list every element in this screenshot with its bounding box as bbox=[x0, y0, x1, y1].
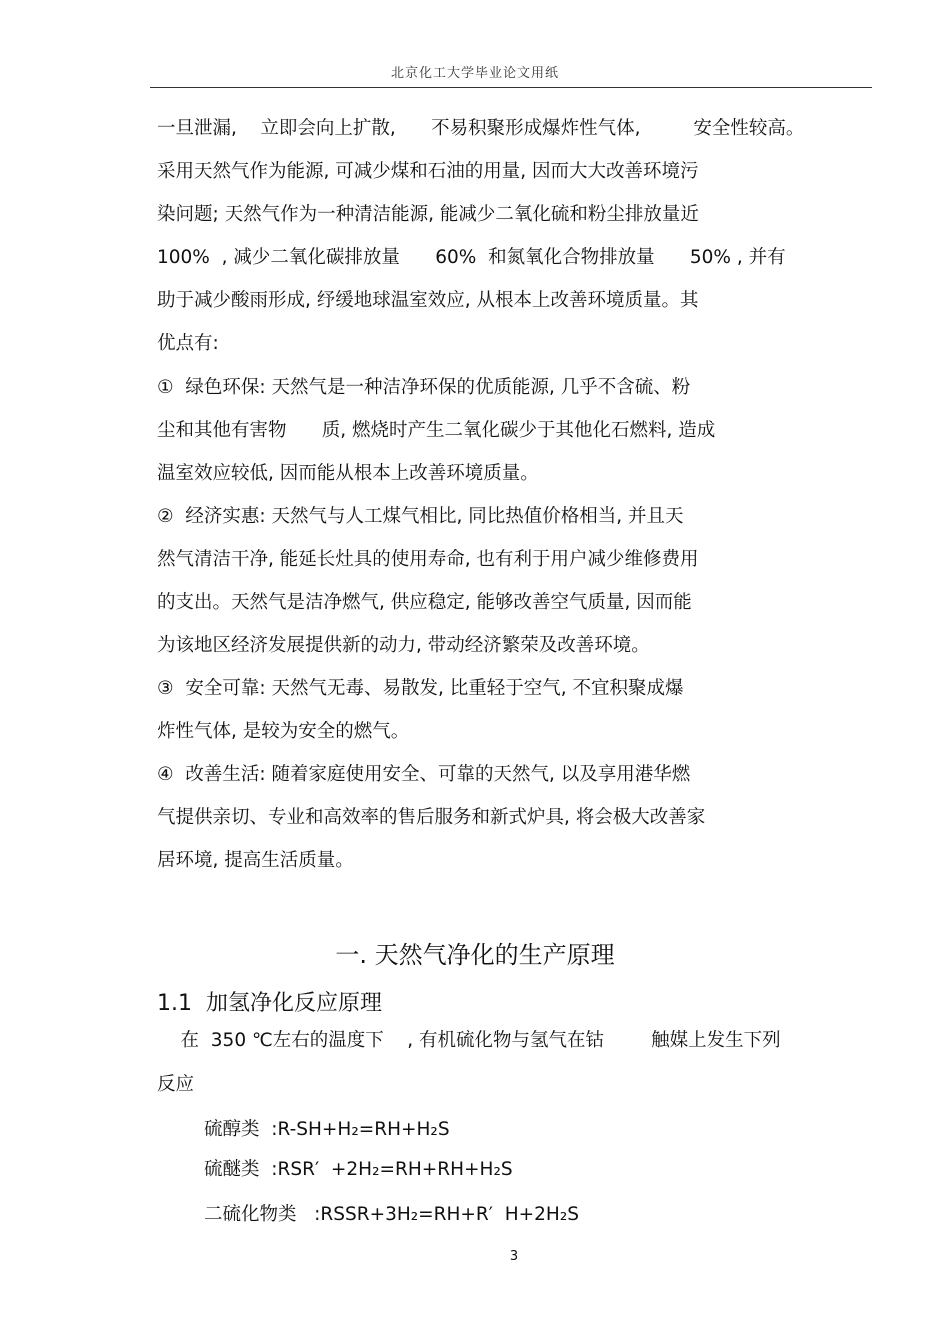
body-line: 炸性气体, 是较为安全的燃气。 bbox=[157, 721, 410, 742]
body-line: 一旦泄漏, 立即会向上扩散, 不易积聚形成爆炸性气体, 安全性较高。 bbox=[157, 118, 805, 139]
body-line: 为该地区经济发展提供新的动力, 带动经济繁荣及改善环境。 bbox=[157, 635, 650, 656]
page-header-title: 北京化工大学毕业论文用纸 bbox=[390, 66, 559, 81]
paragraph-line: 在 350 ℃左右的温度下 , 有机硫化物与氢气在钴 触媒上发生下列 bbox=[157, 1030, 781, 1051]
body-line: ② 经济实惠: 天然气与人工煤气相比, 同比热值价格相当, 并且天 bbox=[157, 506, 684, 527]
page-number: 3 bbox=[509, 1249, 519, 1264]
body-line: 温室效应较低, 因而能从根本上改善环境质量。 bbox=[157, 463, 539, 484]
body-line: ① 绿色环保: 天然气是一种洁净环保的优质能源, 几乎不含硫、粉 bbox=[157, 377, 691, 398]
body-line: ③ 安全可靠: 天然气无毒、易散发, 比重轻于空气, 不宜积聚成爆 bbox=[157, 678, 684, 699]
reaction-equation: 硫醇类 :R-SH+H₂=RH+H₂S bbox=[204, 1119, 450, 1140]
body-line: 染问题; 天然气作为一种清洁能源, 能减少二氧化硫和粉尘排放量近 bbox=[157, 204, 699, 225]
body-line: 100% , 减少二氧化碳排放量 60% 和氮氧化合物排放量 50% , 并有 bbox=[157, 247, 786, 268]
paragraph-line: 反应 bbox=[157, 1074, 195, 1095]
body-line: 助于减少酸雨形成, 纾缓地球温室效应, 从根本上改善环境质量。其 bbox=[157, 290, 699, 311]
body-line: 尘和其他有害物 质, 燃烧时产生二氧化碳少于其他化石燃料, 造成 bbox=[157, 420, 716, 441]
body-line: ④ 改善生活: 随着家庭使用安全、可靠的天然气, 以及享用港华燃 bbox=[157, 764, 691, 785]
body-line: 居环境, 提高生活质量。 bbox=[157, 850, 354, 871]
subsection-heading: 1.1 加氢净化反应原理 bbox=[157, 991, 382, 1016]
body-line: 然气清洁干净, 能延长灶具的使用寿命, 也有利于用户减少维修费用 bbox=[157, 549, 699, 570]
reaction-equation: 二硫化物类 :RSSR+3H₂=RH+R′ H+2H₂S bbox=[204, 1204, 580, 1225]
reaction-equation: 硫醚类 :RSR′ +2H₂=RH+RH+H₂S bbox=[204, 1159, 513, 1180]
body-line: 优点有: bbox=[157, 333, 219, 354]
section-heading: 一. 天然气净化的生产原理 bbox=[335, 941, 615, 969]
body-line: 采用天然气作为能源, 可减少煤和石油的用量, 因而大大改善环境污 bbox=[157, 161, 699, 182]
body-line: 的支出。天然气是洁净燃气, 供应稳定, 能够改善空气质量, 因而能 bbox=[157, 592, 692, 613]
body-line: 气提供亲切、专业和高效率的售后服务和新式炉具, 将会极大改善家 bbox=[157, 807, 706, 828]
header-divider bbox=[150, 87, 872, 88]
